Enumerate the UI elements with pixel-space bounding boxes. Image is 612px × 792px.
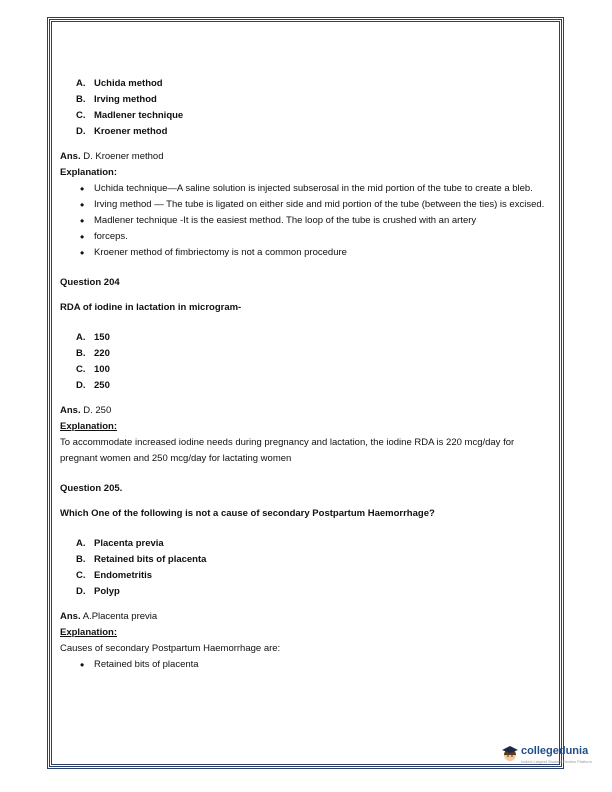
logo-tagline: India's Largest Student Review Platform [520,759,592,764]
option-c: C. 100 [76,364,110,375]
explanation-label: Explanation: [60,627,118,638]
explanation-label: Explanation: [60,167,118,178]
answer-line: Ans. A.Placenta previa [60,611,158,622]
explanation-bullets [60,181,550,261]
option-c: C. Endometritis [76,570,153,581]
bullet-item: • forceps. [80,229,550,245]
option-b: B. Irving method [76,94,157,105]
page-content [60,76,550,673]
q204-options [76,330,550,394]
collegedunia-logo [501,741,592,764]
bullet-item: • Kroener method of fimbriectomy is not a common procedure [80,245,550,261]
answer-line: Ans. D. Kroener method [60,151,164,162]
option-b: B. Retained bits of placenta [76,554,207,565]
option-a: A. Placenta previa [76,538,164,549]
question-text: Which One of the following is not a cause of secondary Postpartum Haemorrhage? [60,508,435,519]
bullet-item: • Uchida technique—A saline solution is injected subserosal in the mid portion of the tube to create a bleb. [80,181,550,197]
option-d: D. 250 [76,380,110,391]
bullet-item: • Irving method — The tube is ligated on either side and mid portion of the tube (between the ties) is excised. [80,197,550,213]
explanation-bullets [60,657,550,673]
q203-options [76,76,550,140]
explanation-text: Causes of secondary Postpartum Haemorrhage are: [60,643,281,654]
explanation-text: To accommodate increased iodine needs during pregnancy and lactation, the iodine RDA is 220 mcg/day for pregnant women and 250 mcg/day for lactating women [60,437,515,464]
question-title: Question 205. [60,483,123,494]
explanation-label: Explanation: [60,421,118,432]
question-text: RDA of iodine in lactation in microgram- [60,302,242,313]
q205-options [76,536,550,600]
option-a: A. Uchida method [76,78,163,89]
option-b: B. 220 [76,348,110,359]
logo-text: collegedunia [520,745,589,757]
option-d: D. Polyp [76,586,120,597]
question-title: Question 204 [60,277,120,288]
option-a: A. 150 [76,332,110,343]
bullet-item: • Madlener technique -It is the easiest method. The loop of the tube is crushed with an artery [80,213,550,229]
answer-line: Ans. D. 250 [60,405,112,416]
option-c: C. Madlener technique [76,110,184,121]
option-d: D. Kroener method [76,126,168,137]
graduate-mascot-icon [501,744,519,762]
bullet-item: • Retained bits of placenta [80,657,550,673]
